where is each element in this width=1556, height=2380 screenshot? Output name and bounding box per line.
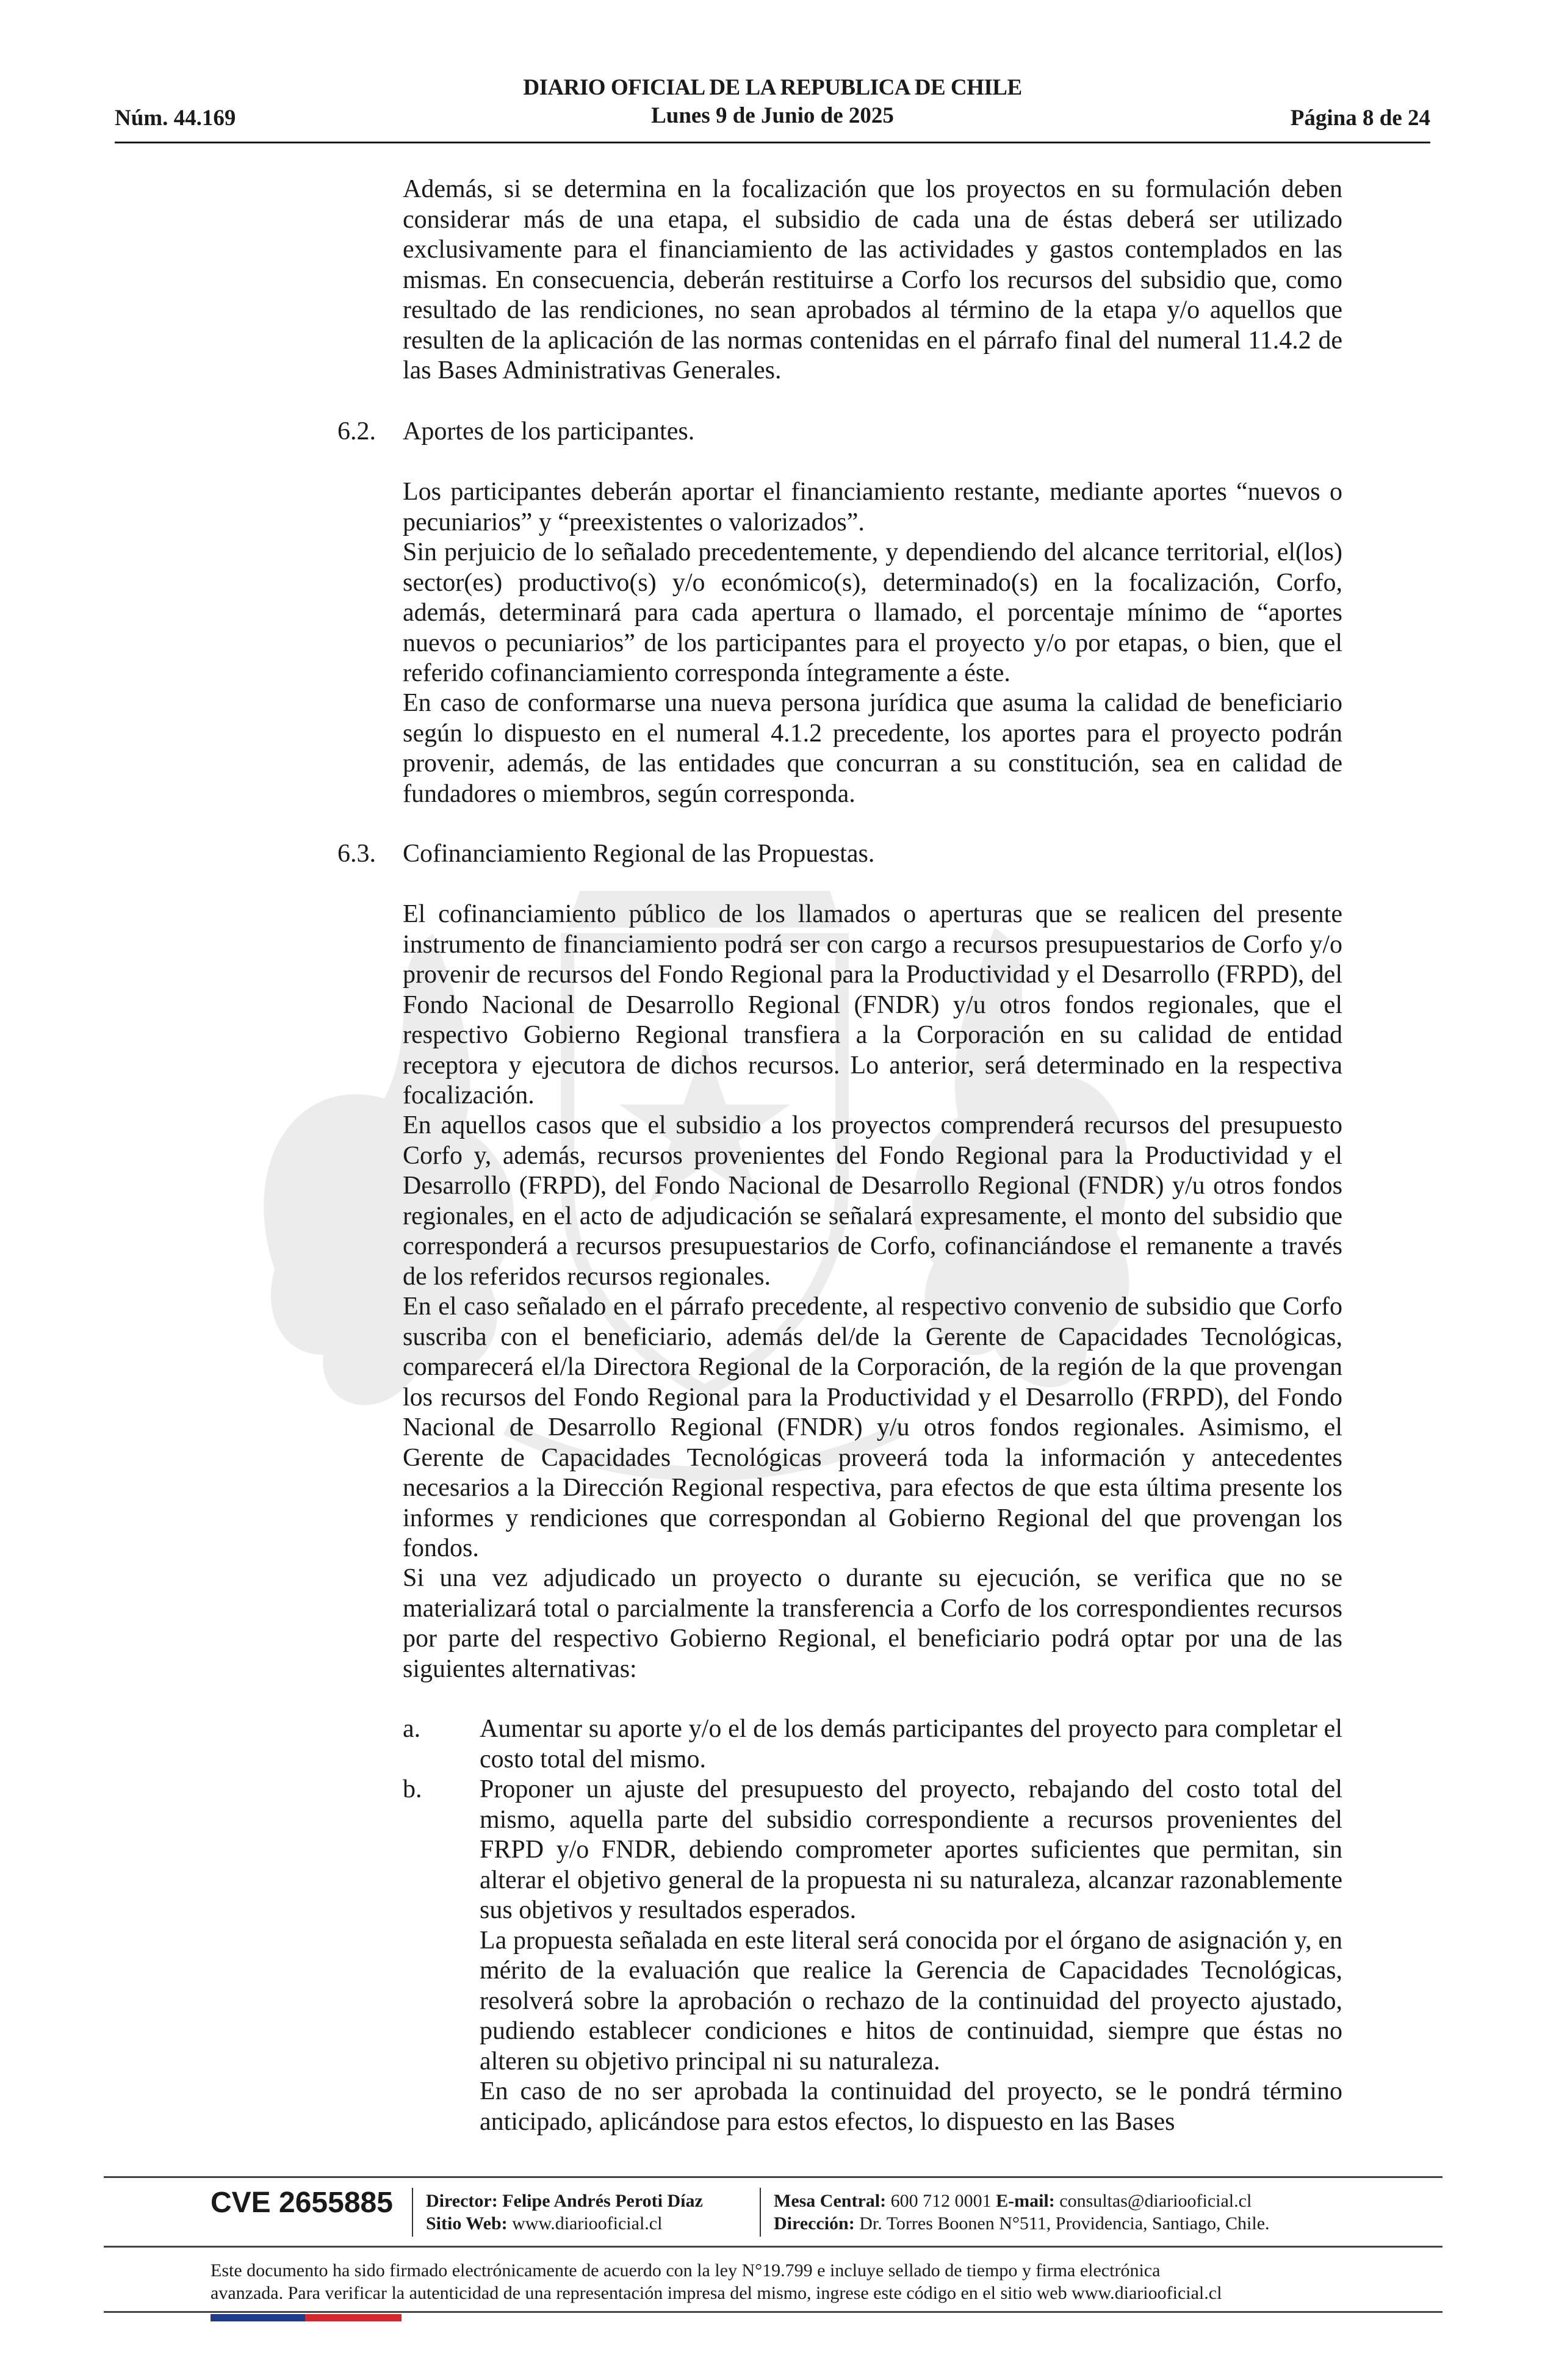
footer-divider-bottom — [104, 2311, 1443, 2313]
paragraph: Los participantes deberán aportar el financiamiento restante, mediante aportes “nuevos o pecuniarios” y “preexistentes o valorizados”. — [403, 478, 1342, 536]
phone-number: 600 712 0001 — [890, 2191, 992, 2211]
list-item-letter: b. — [403, 1775, 422, 1803]
footer-contact-block — [774, 2190, 1270, 2235]
footer-divider-middle — [104, 2246, 1443, 2248]
phone-label: Mesa Central: — [774, 2191, 887, 2211]
section-6-3-heading — [337, 839, 874, 870]
list-item-paragraph: En caso de no ser aprobada la continuidad del proyecto, se le pondrá término anticipado, aplicándose para estos efectos, lo dispuesto en las Bases — [480, 2077, 1342, 2136]
website-label: Sitio Web: — [426, 2213, 508, 2234]
intro-paragraph: Además, si se determina en la focalización que los proyectos en su formulación deben considerar más de una etapa, el subsidio de cada una de éstas deberá ser utilizado exclusivamente para el financiamiento de las actividades y gastos contemplados en las mismas. En consecuencia, deberán restituirse a Corfo los recursos del subsidio que, como resultado de las rendiciones, no sean aprobados al término de la etapa y/o aquellos que resulten de la aplicación de las normas contenidas en el párrafo final del numeral 11.4.2 de las Bases Administrativas Generales. — [403, 175, 1342, 384]
section-number: 6.3. — [337, 840, 376, 868]
footer-divider-top — [104, 2176, 1443, 2178]
list-item-text — [480, 1714, 1342, 1775]
website-link[interactable]: www.diariooficial.cl — [512, 2213, 663, 2234]
cve-code: CVE 2655885 — [211, 2187, 393, 2219]
paragraph: Sin perjuicio de lo señalado precedentemente, y dependiendo del alcance territorial, el(los) sector(es) productivo(s) y/o económico(s), determinado(s) en la focalización, Corfo, además, determinará para cada apertura o llamado, el porcentaje mínimo de “aportes nuevos o pecuniarios” de los participantes para el proyecto y/o por etapas, o bien, que el referido cofinanciamiento corresponda íntegramente a éste. — [403, 538, 1342, 687]
header-divider — [115, 142, 1430, 143]
footer-director-block — [426, 2190, 703, 2235]
footer-separator — [760, 2188, 761, 2237]
list-item-paragraph: Proponer un ajuste del presupuesto del proyecto, rebajando del costo total del mismo, aquella parte del subsidio correspondiente a recursos provenientes del FRPD y/o FNDR, debiendo comprometer aportes suficientes que permitan, sin alterar el objetivo general de la propuesta ni su naturaleza, alcanzar razonablemente sus objetivos y resultados esperados. — [480, 1775, 1342, 1924]
section-title: Cofinanciamiento Regional de las Propuestas. — [403, 840, 875, 868]
list-item-paragraph: La propuesta señalada en este literal será conocida por el órgano de asignación y, en mérito de la evaluación que realice la Gerencia de Capacidades Tecnológicas, resolverá sobre la aprobación o rechazo de la continuidad del proyecto ajustado, pudiendo establecer condiciones e hitos de continuidad, siempre que éstas no alteren su objetivo principal ni su naturaleza. — [480, 1926, 1342, 2075]
page-header — [115, 74, 1430, 142]
list-item-letter: a. — [403, 1715, 421, 1743]
paragraph: Si una vez adjudicado un proyecto o durante su ejecución, se verifica que no se materializará total o parcialmente la transferencia a Corfo de los correspondientes recursos por parte del respectivo Gobierno Regional, el beneficiario podrá optar por una de las siguientes alternativas: — [403, 1564, 1342, 1683]
footer-separator — [412, 2188, 413, 2237]
page-number: Página 8 de 24 — [1290, 106, 1430, 131]
paragraph: En caso de conformarse una nueva persona jurídica que asuma la calidad de beneficiario según lo dispuesto en el numeral 4.1.2 precedente, los aportes para el proyecto podrán provenir, además, de las entidades que concurran a su constitución, sea en calidad de fundadores o miembros, según corresponda. — [403, 689, 1342, 808]
section-title: Aportes de los participantes. — [403, 417, 695, 445]
director-name: Felipe Andrés Peroti Díaz — [502, 2191, 703, 2211]
section-6-2-heading — [337, 417, 694, 447]
flag-stripe-red — [305, 2314, 402, 2321]
paragraph: El cofinanciamiento público de los llamados o aperturas que se realicen del presente instrumento de financiamiento podrá ser con cargo a recursos presupuestarios de Corfo y/o provenir de recursos del Fondo Regional para la Productividad y el Desarrollo (FRPD), del Fondo Nacional de Desarrollo Regional (FNDR) y/u otros fondos regionales, que el respectivo Gobierno Regional transfiera a la Corporación en su calidad de entidad receptora y ejecutora de dichos recursos. Lo anterior, será determinado en la respectiva focalización. — [403, 900, 1342, 1109]
director-label: Director: — [426, 2191, 498, 2211]
issue-number: Núm. 44.169 — [115, 106, 236, 131]
address-label: Dirección: — [774, 2213, 855, 2234]
legal-line: Este documento ha sido firmado electrónicamente de acuerdo con la ley N°19.799 e incluye sellado de tiempo y firma electrónica — [211, 2260, 1161, 2281]
legal-line: avanzada. Para verificar la autenticidad de una representación impresa del mismo, ingrese este código en el sitio web www.diariooficial.cl — [211, 2283, 1222, 2303]
list-item-text — [480, 1775, 1342, 2137]
list-item-paragraph: Aumentar su aporte y/o el de los demás participantes del proyecto para completar el costo total del mismo. — [480, 1715, 1342, 1773]
newspaper-title: DIARIO OFICIAL DE LA REPUBLICA DE CHILE — [523, 75, 1022, 100]
email-link[interactable]: consultas@diariooficial.cl — [1059, 2191, 1252, 2211]
paragraph: En aquellos casos que el subsidio a los proyectos comprenderá recursos del presupuesto Corfo y, además, recursos provenientes del Fondo Regional para la Productividad y el Desarrollo (FRPD), del Fondo Nacional de Desarrollo Regional (FNDR) y/u otros fondos regionales, en el acto de adjudicación se señalará expresamente, el monto del subsidio que corresponderá a recursos presupuestarios de Corfo, cofinanciándose el remanente a través de los referidos recursos regionales. — [403, 1111, 1342, 1291]
legal-notice — [211, 2259, 1352, 2304]
address-text: Dr. Torres Boonen N°511, Providencia, Santiago, Chile. — [859, 2213, 1270, 2234]
email-label: E-mail: — [996, 2191, 1055, 2211]
issue-date: Lunes 9 de Junio de 2025 — [651, 103, 894, 128]
section-number: 6.2. — [337, 417, 376, 445]
paragraph: En el caso señalado en el párrafo precedente, al respectivo convenio de subsidio que Corfo suscriba con el beneficiario, además del/de la Gerente de Capacidades Tecnológicas, comparecerá el/la Directora Regional de la Corporación, de la región de la que provengan los recursos del Fondo Regional para la Productividad y el Desarrollo (FRPD), del Fondo Nacional de Desarrollo Regional (FNDR) y/u otros fondos regionales. Asimismo, el Gerente de Capacidades Tecnológicas proveerá toda la información y antecedentes necesarios a la Dirección Regional respectiva, para efectos de que esta última presente los informes y rendiciones que correspondan al Gobierno Regional del que provengan los fondos. — [403, 1293, 1342, 1562]
flag-stripe-blue — [211, 2314, 305, 2321]
